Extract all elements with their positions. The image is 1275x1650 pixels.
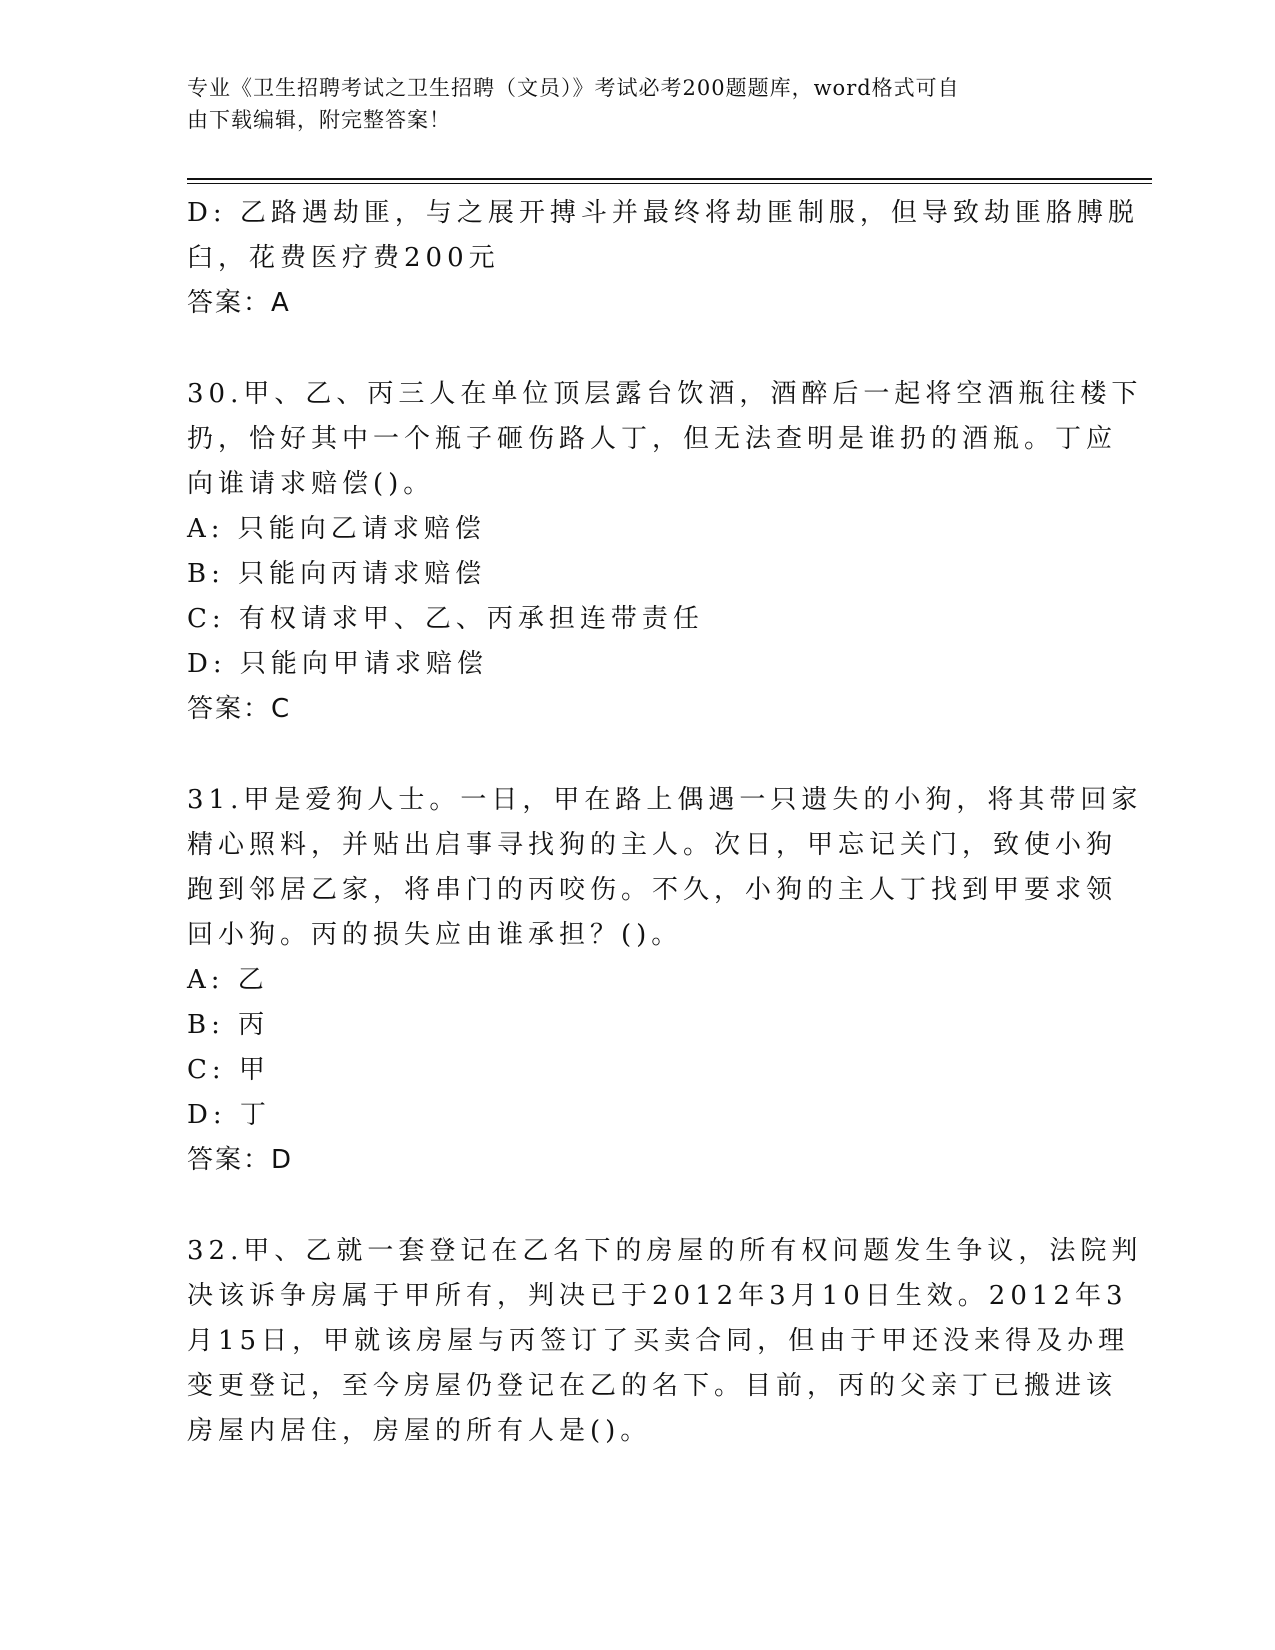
document-body [187,191,1143,1454]
answer-line: 答案：C [187,694,292,724]
question-text-line: 房屋内居住，房屋的所有人是()。 [187,1416,652,1446]
option-b: B: 只能向丙请求赔偿 [187,559,487,589]
question-32 [187,1229,1143,1454]
header-divider-thick [187,178,1152,180]
option-a: A: 乙 [187,965,269,995]
question-spacer [187,1183,1067,1229]
option-b: B: 丙 [187,1010,270,1040]
answer-line: 答案：D [187,1145,294,1175]
question-text-line: 决该诉争房属于甲所有，判决已于2012年3月10日生效。2012年3 [187,1281,1128,1311]
header-divider-thin [187,183,1152,184]
header-line-1: 专业《卫生招聘考试之卫生招聘（文员）》考试必考200题题库，word格式可自 [187,76,960,100]
question-spacer [187,326,1067,372]
option-d-continued: 臼，花费医疗费200元 [187,243,500,273]
option-c: C: 甲 [187,1055,270,1085]
option-a: A: 只能向乙请求赔偿 [187,514,486,544]
question-31 [187,778,1143,1183]
question-text-line: 月15日，甲就该房屋与丙签订了买卖合同，但由于甲还没来得及办理 [187,1326,1130,1356]
answer-line: 答案：A [187,288,291,318]
question-text-line: 32.甲、乙就一套登记在乙名下的房屋的所有权问题发生争议，法院判 [187,1236,1143,1266]
question-text-line: 回小狗。丙的损失应由谁承担？()。 [187,920,683,950]
question-text-line: 向谁请求赔偿()。 [187,469,435,499]
question-29-tail [187,191,1139,326]
header-line-2: 由下载编辑，附完整答案！ [187,108,451,132]
question-text-line: 跑到邻居乙家，将串门的丙咬伤。不久，小狗的主人丁找到甲要求领 [187,875,1118,905]
question-text-line: 31.甲是爱狗人士。一日，甲在路上偶遇一只遗失的小狗，将其带回家 [187,785,1143,815]
option-d: D: 乙路遇劫匪，与之展开搏斗并最终将劫匪制服，但导致劫匪胳膊脱 [187,198,1139,228]
option-d: D: 丁 [187,1100,271,1130]
option-d: D: 只能向甲请求赔偿 [187,649,488,679]
question-30 [187,372,1143,732]
question-text-line: 扔，恰好其中一个瓶子砸伤路人丁，但无法查明是谁扔的酒瓶。丁应 [187,424,1118,454]
question-text-line: 精心照料，并贴出启事寻找狗的主人。次日，甲忘记关门，致使小狗 [187,830,1118,860]
option-c: C: 有权请求甲、乙、丙承担连带责任 [187,604,704,634]
question-spacer [187,732,1067,778]
question-text-line: 变更登记，至今房屋仍登记在乙的名下。目前，丙的父亲丁已搬进该 [187,1371,1118,1401]
question-text-line: 30.甲、乙、丙三人在单位顶层露台饮酒，酒醉后一起将空酒瓶往楼下 [187,379,1143,409]
document-header [187,72,1067,136]
